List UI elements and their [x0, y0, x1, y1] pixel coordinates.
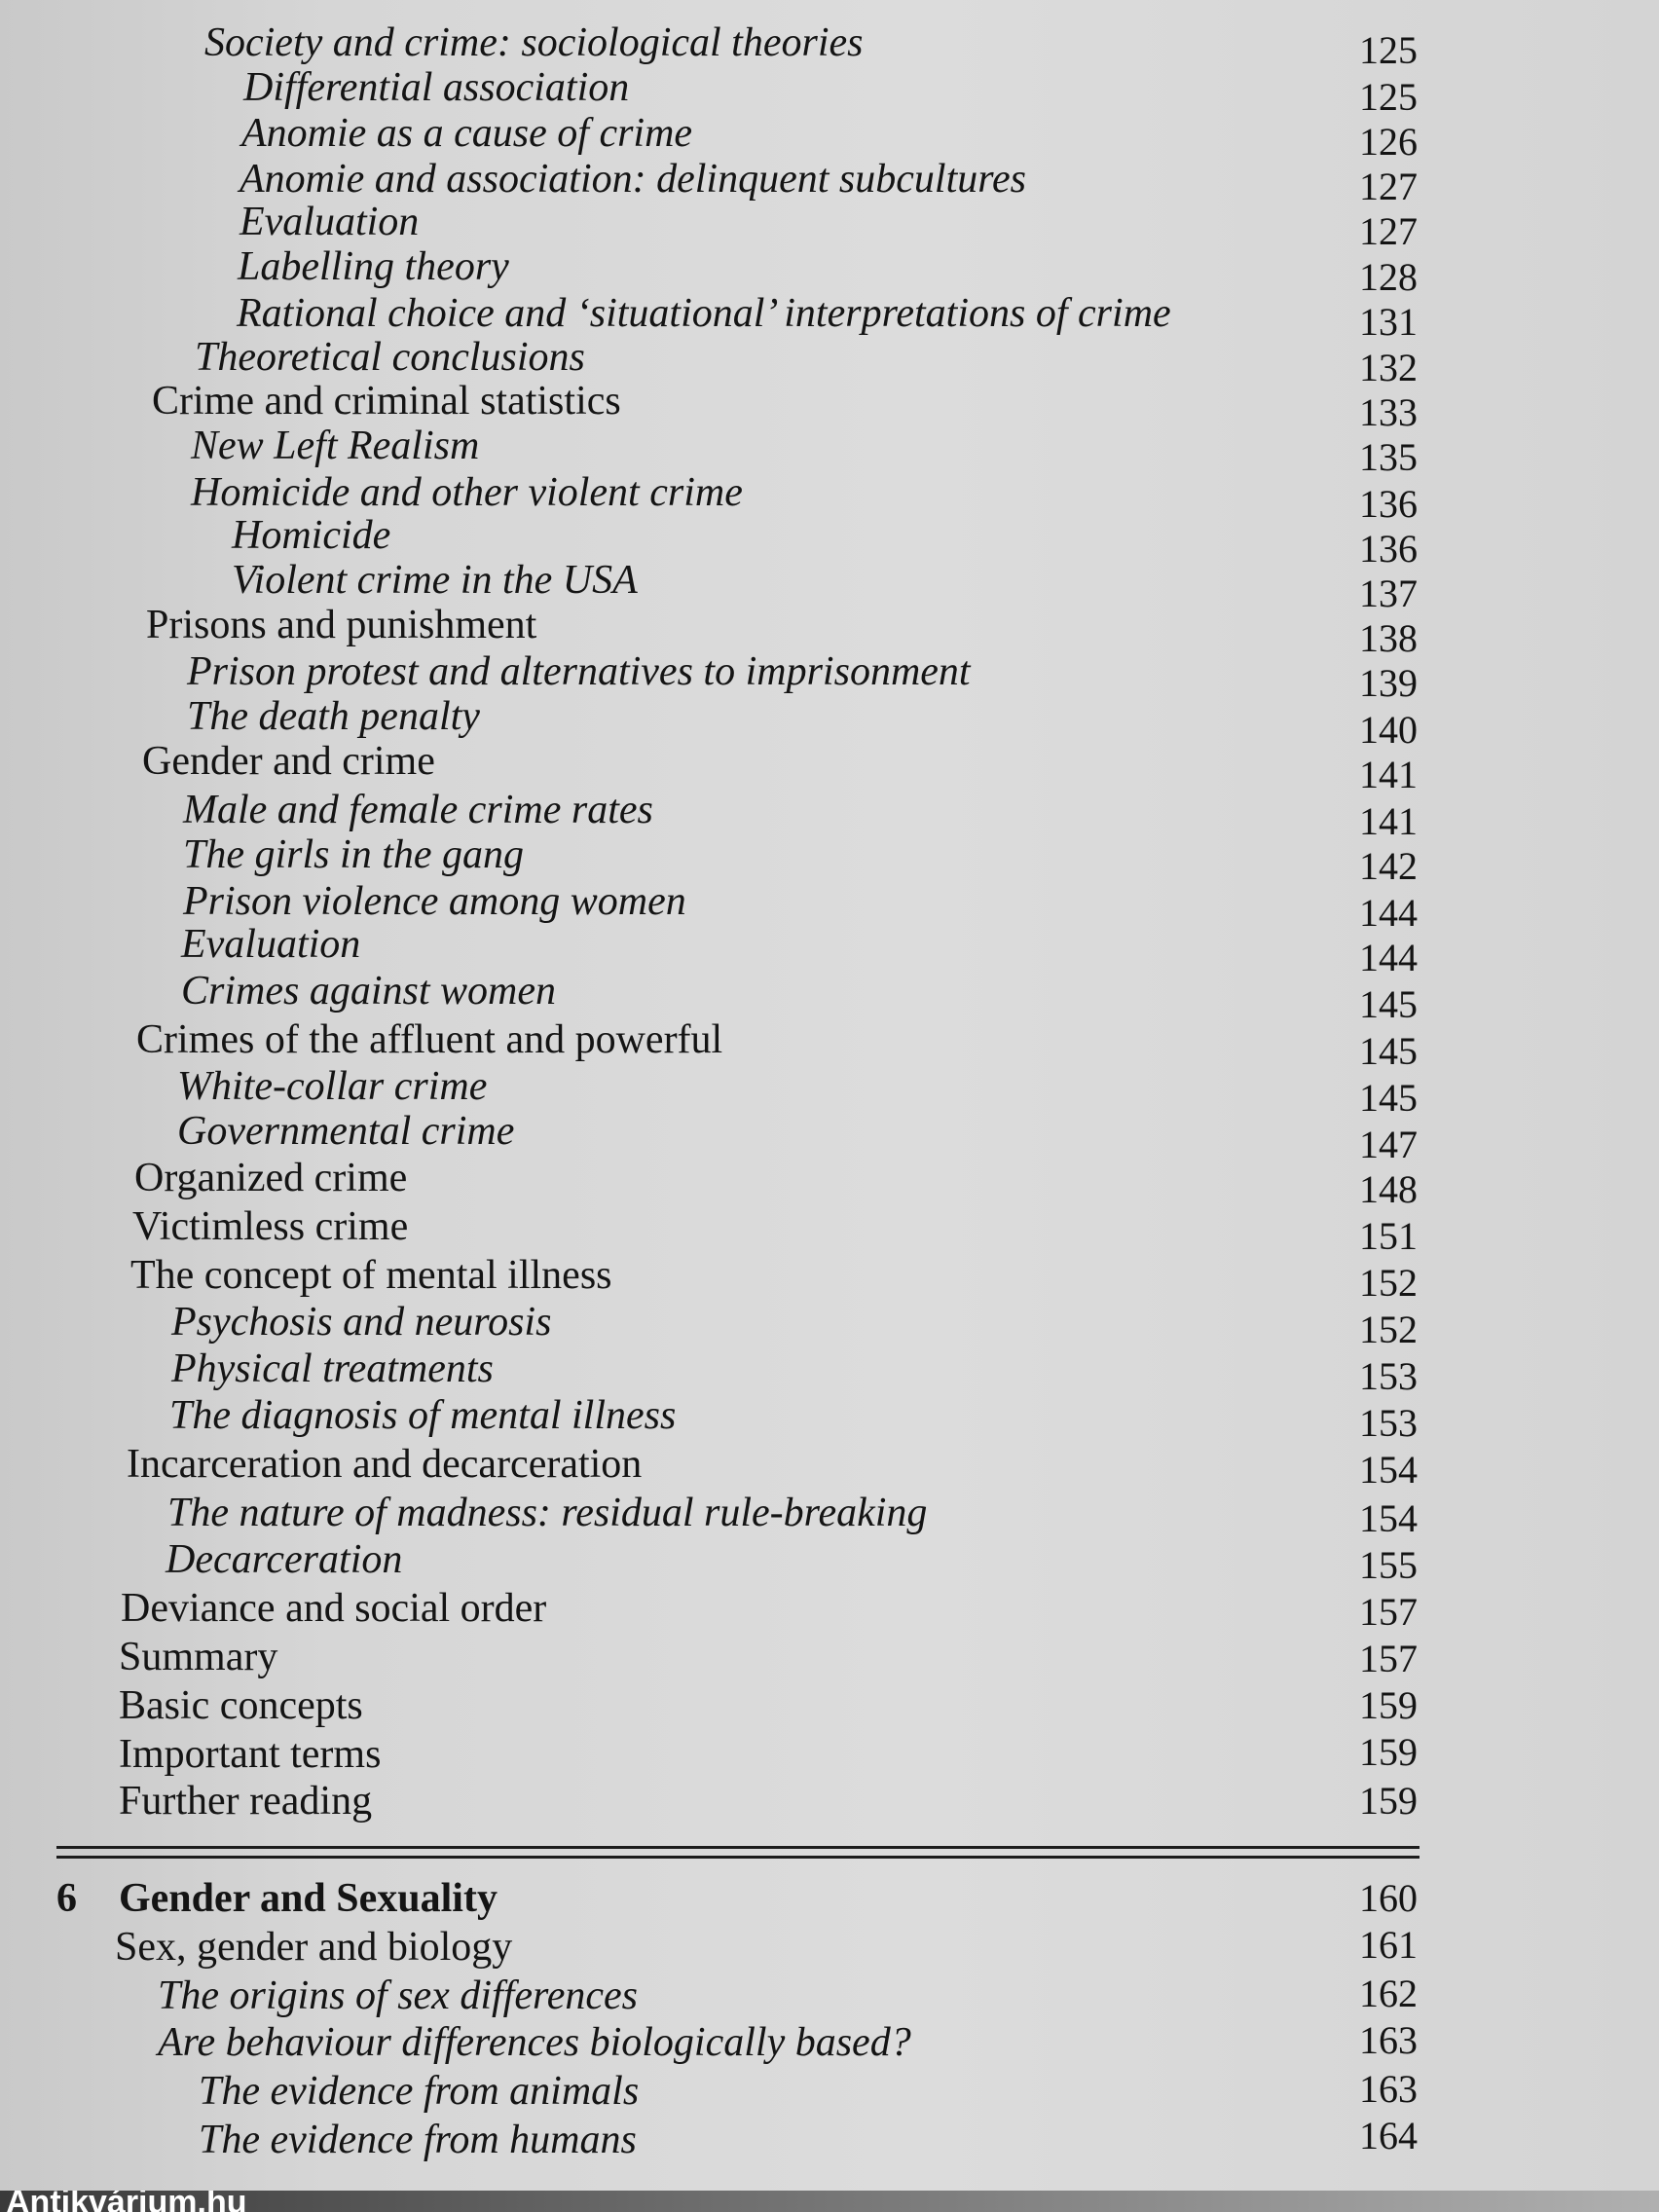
- toc-entry-title: Differential association: [243, 65, 630, 110]
- toc-entry-title: Further reading: [119, 1779, 373, 1824]
- toc-entry-title: Anomie and association: delinquent subcultures: [240, 157, 1027, 202]
- toc-entry-page: 157: [1359, 1637, 1418, 1680]
- toc-entry-title: Male and female crime rates: [183, 788, 653, 832]
- toc-entry-page: 141: [1359, 799, 1418, 843]
- toc-entry-page: 154: [1359, 1448, 1418, 1492]
- toc-entry-page: 153: [1359, 1354, 1418, 1398]
- chapter-rule-bottom: [56, 1856, 1419, 1859]
- toc-entry-page: 144: [1359, 891, 1418, 935]
- toc-entry-page: 142: [1359, 844, 1418, 888]
- toc-entry-page: 145: [1359, 982, 1418, 1026]
- toc-entry-page: 127: [1359, 209, 1418, 253]
- toc-entry-title: Crimes against women: [181, 969, 557, 1014]
- toc-entry-page: 135: [1359, 435, 1418, 479]
- toc-entry-page: 159: [1359, 1779, 1418, 1823]
- toc-entry-title: Victimless crime: [132, 1204, 409, 1249]
- toc-entry-title: The concept of mental illness: [130, 1253, 612, 1298]
- toc-entry-page: 136: [1359, 482, 1418, 526]
- toc-entry-page: 140: [1359, 708, 1418, 752]
- toc-entry-title: The evidence from animals: [199, 2069, 640, 2114]
- toc-entry-page: 148: [1359, 1167, 1418, 1211]
- toc-entry-page: 164: [1359, 2114, 1418, 2157]
- toc-entry-title: Homicide: [232, 513, 391, 558]
- toc-entry-title: The diagnosis of mental illness: [169, 1393, 677, 1438]
- toc-entry-title: Society and crime: sociological theories: [204, 20, 864, 65]
- toc-entry-page: 145: [1359, 1029, 1418, 1073]
- toc-entry-title: White-collar crime: [177, 1064, 488, 1109]
- toc-entry-page: 151: [1359, 1214, 1418, 1258]
- toc-entry-title: Evaluation: [181, 922, 361, 967]
- toc-entry-title: Labelling theory: [238, 244, 509, 289]
- toc-entry-title: Basic concepts: [119, 1683, 363, 1728]
- chapter-title: Gender and Sexuality: [119, 1876, 498, 1921]
- toc-entry-title: Anomie as a cause of crime: [241, 111, 693, 156]
- toc-entry-title: Prisons and punishment: [146, 603, 537, 647]
- toc-entry-page: 141: [1359, 753, 1418, 796]
- toc-entry-title: Psychosis and neurosis: [171, 1300, 552, 1345]
- toc-entry-page: 163: [1359, 2018, 1418, 2062]
- toc-entry-title: The evidence from humans: [199, 2118, 637, 2162]
- toc-entry-title: Rational choice and ‘situational’ interpretations of crime: [237, 291, 1171, 336]
- toc-entry-page: 137: [1359, 571, 1418, 615]
- toc-entry-page: 127: [1359, 165, 1418, 208]
- toc-entry-page: 152: [1359, 1261, 1418, 1305]
- chapter-number: 6: [56, 1876, 77, 1921]
- toc-entry-title: Gender and crime: [142, 739, 435, 784]
- toc-entry-page: 144: [1359, 936, 1418, 979]
- chapter-page: 160: [1359, 1876, 1418, 1920]
- toc-entry-page: 139: [1359, 661, 1418, 705]
- toc-entry-title: Crimes of the affluent and powerful: [136, 1017, 723, 1062]
- toc-entry-page: 147: [1359, 1123, 1418, 1166]
- toc-entry-title: Evaluation: [240, 200, 420, 244]
- toc-entry-title: New Left Realism: [191, 424, 480, 468]
- toc-entry-title: Homicide and other violent crime: [191, 470, 743, 515]
- watermark: Antikvárium.hu: [6, 2191, 247, 2212]
- toc-entry-title: Organized crime: [134, 1156, 408, 1200]
- toc-entry-page: 154: [1359, 1496, 1418, 1540]
- toc-entry-title: The girls in the gang: [183, 832, 525, 877]
- toc-entry-title: The origins of sex differences: [158, 1973, 639, 2018]
- toc-entry-page: 128: [1359, 255, 1418, 299]
- toc-entry-page: 133: [1359, 390, 1418, 434]
- toc-entry-page: 125: [1359, 75, 1418, 119]
- toc-entry-page: 131: [1359, 300, 1418, 344]
- bottom-shadow: [0, 2191, 1659, 2212]
- toc-entry-page: 125: [1359, 28, 1418, 72]
- toc-entry-title: The death penalty: [187, 694, 480, 739]
- toc-entry-title: Sex, gender and biology: [115, 1925, 513, 1970]
- toc-entry-page: 136: [1359, 527, 1418, 571]
- toc-entry-page: 126: [1359, 120, 1418, 164]
- toc-entry-page: 161: [1359, 1923, 1418, 1967]
- toc-entry-title: Are behaviour differences biologically based?: [158, 2020, 911, 2065]
- toc-entry-title: Theoretical conclusions: [195, 335, 585, 380]
- toc-entry-page: 162: [1359, 1972, 1418, 2015]
- toc-entry-title: Violent crime in the USA: [232, 558, 638, 603]
- toc-entry-page: 138: [1359, 616, 1418, 660]
- toc-entry-page: 159: [1359, 1683, 1418, 1727]
- toc-entry-page: 157: [1359, 1590, 1418, 1634]
- toc-entry-page: 153: [1359, 1401, 1418, 1445]
- toc-entry-title: Governmental crime: [177, 1109, 515, 1154]
- toc-entry-page: 163: [1359, 2067, 1418, 2111]
- toc-entry-title: Summary: [119, 1635, 278, 1679]
- toc-entry-title: Decarceration: [166, 1537, 403, 1582]
- toc-entry-title: Physical treatments: [171, 1346, 494, 1391]
- toc-entry-page: 159: [1359, 1730, 1418, 1774]
- toc-entry-page: 145: [1359, 1076, 1418, 1120]
- toc-entry-page: 155: [1359, 1543, 1418, 1587]
- toc-entry-title: Prison violence among women: [183, 879, 686, 924]
- toc-entry-title: The nature of madness: residual rule-breaking: [167, 1491, 928, 1535]
- toc-entry-title: Prison protest and alternatives to imprisonment: [187, 649, 971, 694]
- chapter-rule-top: [56, 1846, 1419, 1849]
- toc-entry-page: 132: [1359, 346, 1418, 389]
- toc-entry-title: Incarceration and decarceration: [127, 1442, 643, 1487]
- toc-entry-title: Important terms: [119, 1732, 382, 1777]
- toc-entry-title: Crime and criminal statistics: [152, 379, 621, 424]
- toc-entry-title: Deviance and social order: [121, 1586, 547, 1631]
- toc-entry-page: 152: [1359, 1308, 1418, 1351]
